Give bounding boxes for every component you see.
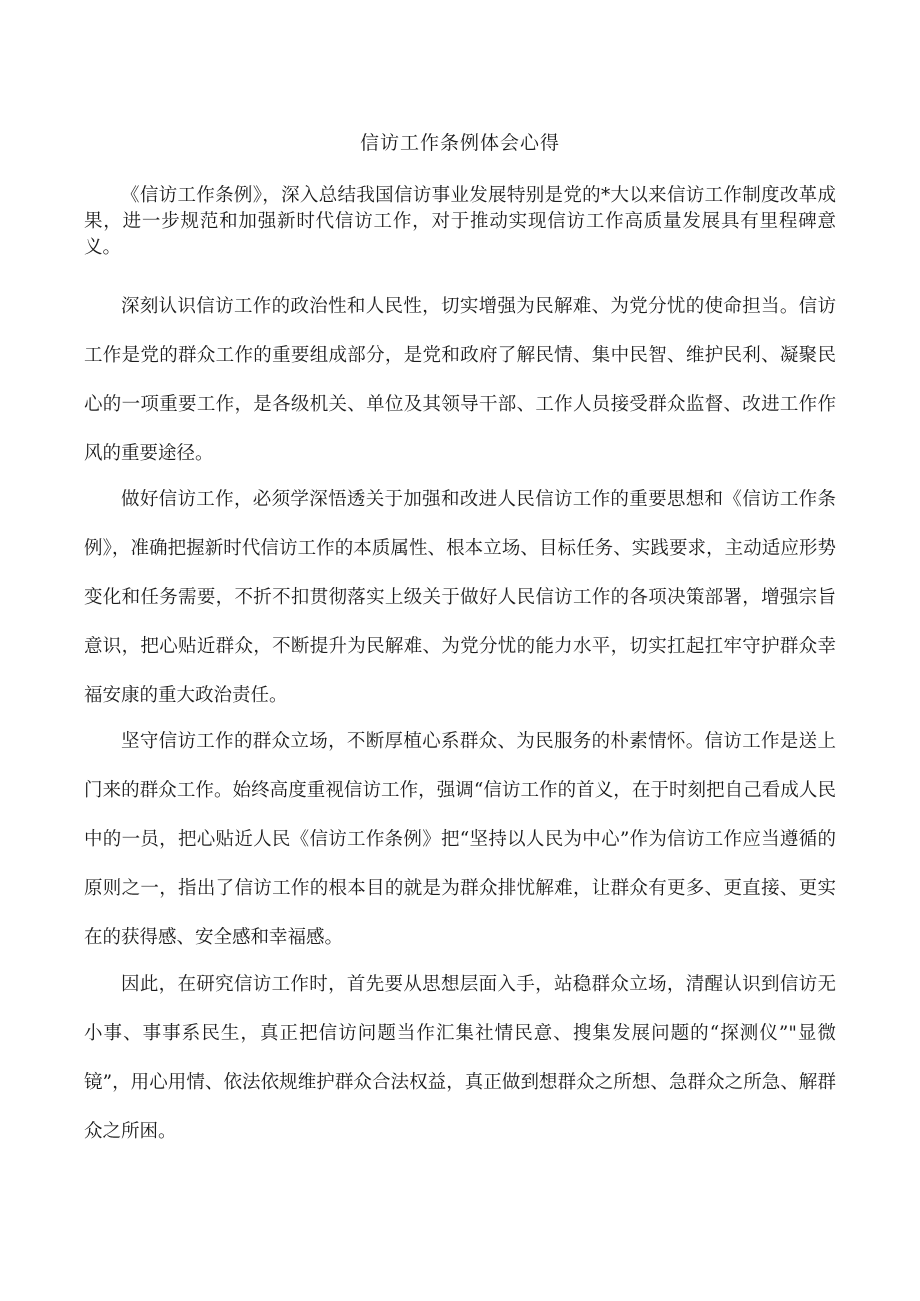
paragraph-intro: 《信访工作条例》，深入总结我国信访事业发展特别是党的*大以来信访工作制度改革成果，进一步规范和加强新时代信访工作，对于推动实现信访工作高质量发展具有里程碑意义。 <box>84 185 836 258</box>
paragraph-conclusion: 因此，在研究信访工作时，首先要从思想层面入手，站稳群众立场，清醒认识到信访无小事、事事系民生，真正把信访问题当作汇集社情民意、搜集发展问题的“探测仪”"显微镜”，用心用情、依法依规维护群众合法权益，真正做到想群众之所想、急群众之所急、解群众之所困。 <box>84 974 836 1142</box>
paragraph-political-nature: 深刻认识信访工作的政治性和人民性，切实增强为民解难、为党分忧的使命担当。信访工作是党的群众工作的重要组成部分，是党和政府了解民情、集中民智、维护民利、凝聚民心的一项重要工作，是各级机关、单位及其领导干部、工作人员接受群众监督、改进工作作风的重要途径。 <box>84 296 836 464</box>
paragraph-study-regulations: 做好信访工作，必须学深悟透关于加强和改进人民信访工作的重要思想和《信访工作条例》，准确把握新时代信访工作的本质属性、根本立场、目标任务、实践要求，主动适应形势变化和任务需要，不折不扣贯彻落实上级关于做好人民信访工作的各项决策部署，增强宗旨意识，把心贴近群众，不断提升为民解难、为党分忧的能力水平，切实扛起扛牢守护群众幸福安康的重大政治责任。 <box>84 489 836 706</box>
paragraph-mass-stance: 坚守信访工作的群众立场，不断厚植心系群众、为民服务的朴素情怀。信访工作是送上门来的群众工作。始终高度重视信访工作，强调“信访工作的首义，在于时刻把自己看成人民中的一员，把心贴近人民《信访工作条例》把“坚持以人民为中心”作为信访工作应当遵循的原则之一，指出了信访工作的根本目的就是为群众排忧解难，让群众有更多、更直接、更实在的获得感、安全感和幸福感。 <box>84 731 836 948</box>
document-title: 信访工作条例体会心得 <box>359 132 560 154</box>
